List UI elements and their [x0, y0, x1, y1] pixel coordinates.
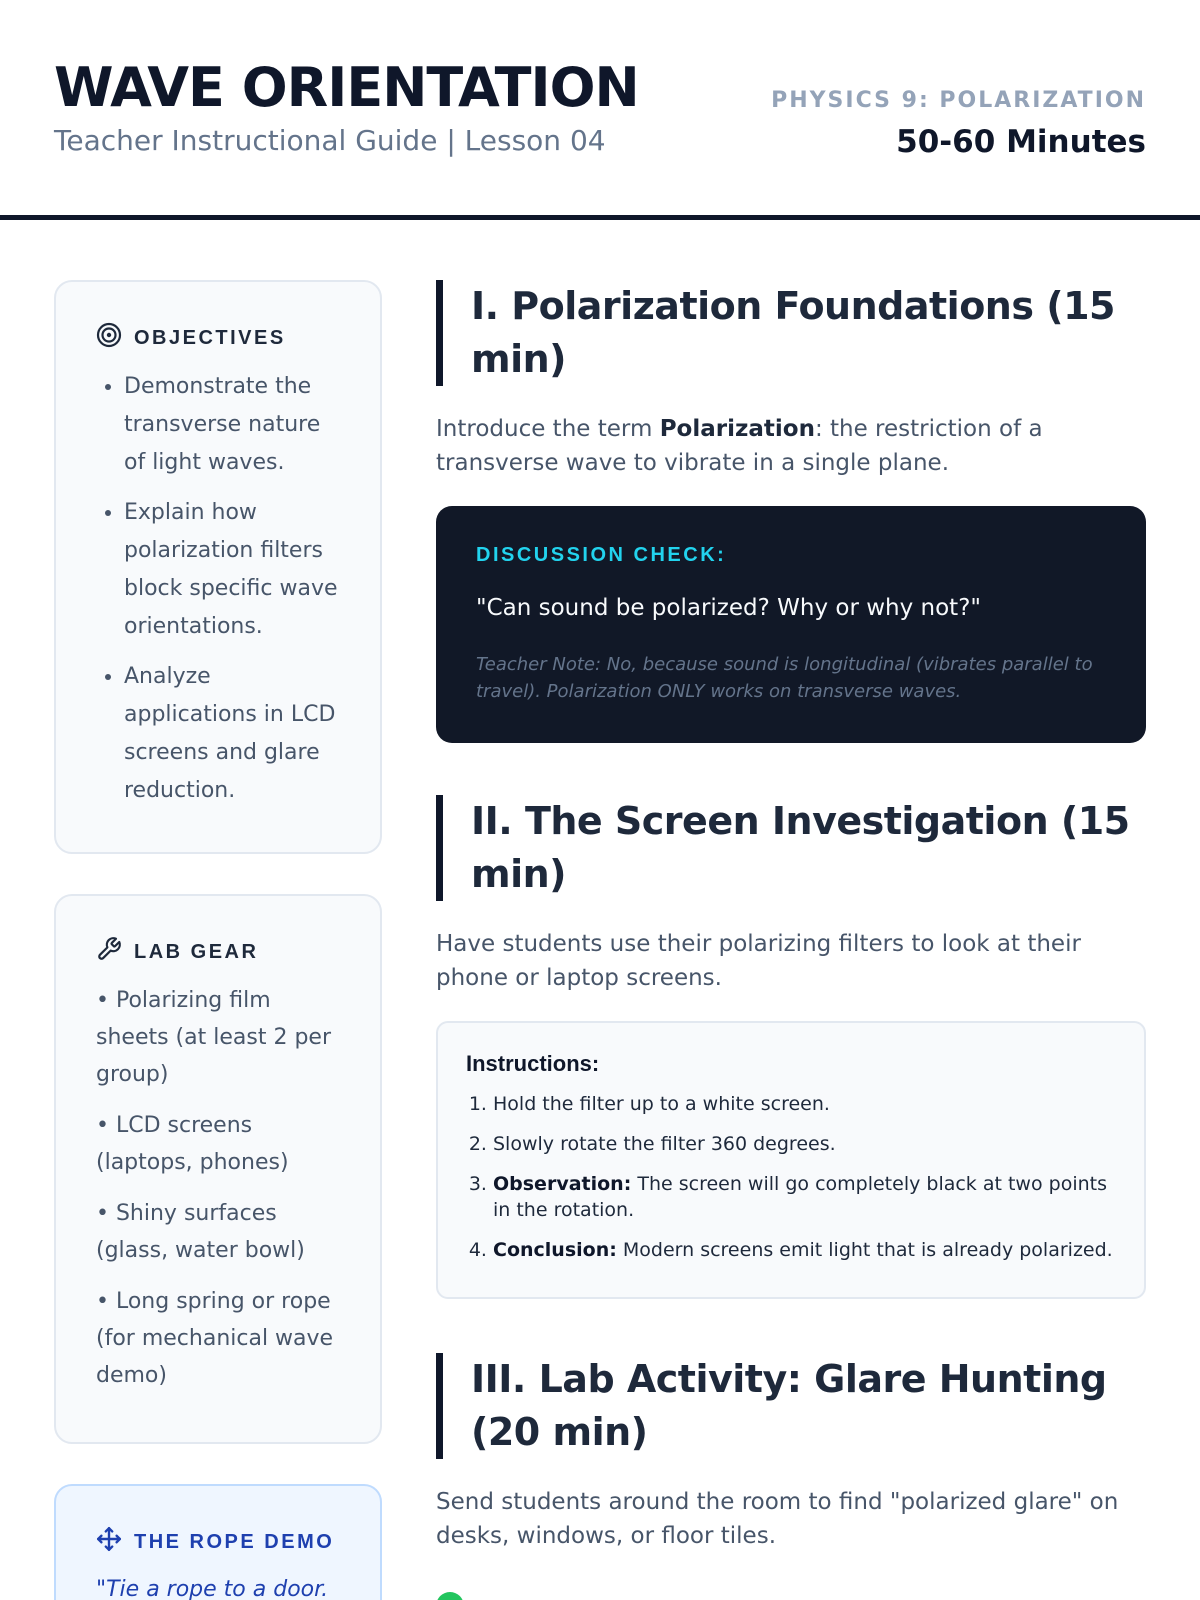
- discussion-question: "Can sound be polarized? Why or why not?": [476, 595, 981, 621]
- lab-gear-heading-label: LAB GEAR: [134, 940, 259, 963]
- instructions-box: [436, 1021, 1146, 1299]
- page-subtitle: Teacher Instructional Guide | Lesson 04: [54, 124, 606, 157]
- main-content: [436, 280, 1146, 1579]
- rope-demo-heading-label: THE ROPE DEMO: [134, 1530, 335, 1553]
- objectives-list: [96, 368, 340, 810]
- rope-demo-heading: [96, 1526, 340, 1558]
- discussion-check-box: [436, 506, 1146, 743]
- observation-text: The screen will go completely black at two points in the rotation.: [493, 1173, 1107, 1221]
- objective-item: • Explain how polarization filters block specific wave orientations.: [124, 494, 340, 646]
- move-icon: [96, 1526, 122, 1558]
- page-title: WAVE ORIENTATION: [54, 56, 639, 119]
- lab-gear-heading: [96, 936, 340, 968]
- section-2-text: Have students use their polarizing filters to look at their phone or laptop screens.: [436, 931, 1081, 991]
- objectives-heading-label: OBJECTIVES: [134, 326, 286, 349]
- status-dot-icon: [436, 1592, 464, 1600]
- instruction-step: 2. Slowly rotate the filter 360 degrees.: [493, 1131, 1116, 1157]
- section-1-text: [436, 412, 1146, 480]
- gear-item: • LCD screens (laptops, phones): [96, 1113, 289, 1175]
- gear-item: • Long spring or rope (for mechanical wave demo): [96, 1289, 334, 1388]
- objective-item: • Analyze applications in LCD screens and glare reduction.: [124, 658, 340, 810]
- section-1-title: I. Polarization Foundations (15 min): [436, 280, 1146, 386]
- section-1-term: Polarization: [659, 416, 815, 442]
- objectives-card: [54, 280, 382, 854]
- course-label: PHYSICS 9: POLARIZATION: [771, 88, 1146, 113]
- wrench-icon: [96, 936, 122, 968]
- lesson-duration: 50-60 Minutes: [896, 124, 1146, 160]
- section-3-title: III. Lab Activity: Glare Hunting (20 min): [436, 1353, 1146, 1459]
- instruction-step: [493, 1171, 1116, 1223]
- instruction-step: 1. Hold the filter up to a white screen.: [493, 1091, 1116, 1117]
- section-2-title: II. The Screen Investigation (15 min): [436, 795, 1146, 901]
- instruction-step: [493, 1237, 1116, 1263]
- instructions-list: [466, 1091, 1116, 1263]
- instructions-title: Instructions:: [466, 1051, 600, 1076]
- observation-label: Observation:: [493, 1173, 632, 1195]
- page-header: [0, 0, 1200, 220]
- section-1-text-before: Introduce the term: [436, 416, 660, 442]
- target-icon: [96, 322, 122, 354]
- conclusion-label: Conclusion:: [493, 1239, 617, 1261]
- lab-gear-card: [54, 894, 382, 1444]
- teacher-note: Teacher Note: No, because sound is longitudinal (vibrates parallel to travel). Polarization ONLY works on transverse waves.: [476, 654, 1093, 702]
- gear-item: • Polarizing film sheets (at least 2 per group): [96, 988, 331, 1087]
- discussion-check-label: DISCUSSION CHECK:: [476, 544, 727, 566]
- conclusion-text: Modern screens emit light that is already polarized.: [616, 1239, 1113, 1261]
- lab-gear-list: [96, 982, 340, 1394]
- section-1-text-after: : the restriction of a transverse wave to vibrate in a single plane.: [436, 416, 1043, 476]
- objective-item: • Demonstrate the transverse nature of light waves.: [124, 368, 340, 482]
- gear-item: • Shiny surfaces (glass, water bowl): [96, 1201, 305, 1263]
- rope-demo-quote: "Tie a rope to a door.: [96, 1577, 329, 1600]
- objectives-heading: [96, 322, 340, 354]
- section-3-text: Send students around the room to find "polarized glare" on desks, windows, or floor tiles.: [436, 1489, 1119, 1549]
- rope-demo-card: [54, 1484, 382, 1600]
